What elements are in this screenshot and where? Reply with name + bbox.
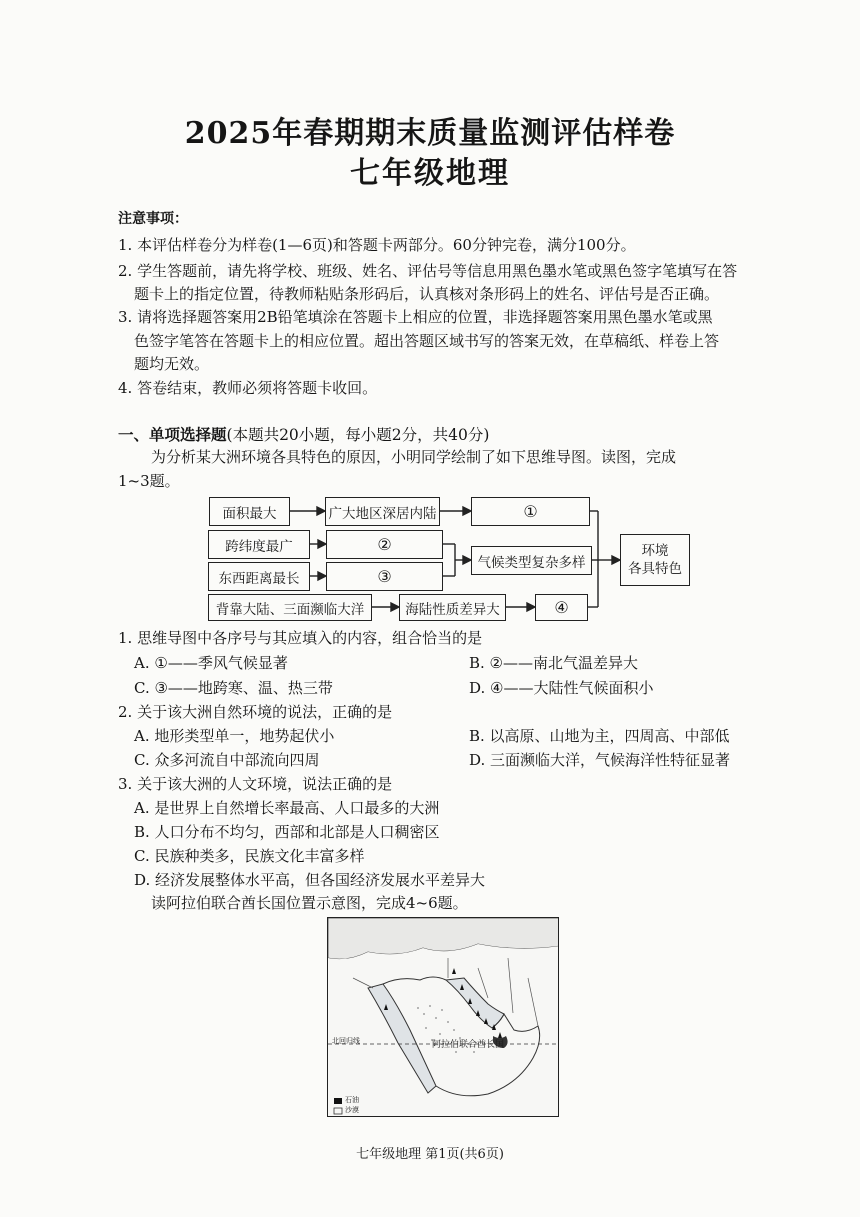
question-1-option-d: D. ④——大陆性气候面积小 [469,679,654,697]
question-3-option-d: D. 经济发展整体水平高，但各国经济发展水平差异大 [134,871,486,889]
question-3-option-b: B. 人口分布不均匀，西部和北部是人口稠密区 [134,823,440,841]
node-ocean: 背靠大陆、三面濒临大洋 [208,594,372,621]
uae-location-map [327,917,559,1117]
question-1-option-c: C. ③——地跨寒、温、热三带 [134,679,333,697]
section-heading-rest: (本题共20小题，每小题2分，共40分) [226,426,490,444]
section-heading-bold: 一、单项选择题 [118,425,227,444]
node-east-west: 东西距离最长 [208,562,310,591]
node-land-sea: 海陆性质差异大 [399,594,506,621]
node-blank-1: ① [471,497,590,526]
page-subtitle: 七年级地理 [350,156,510,191]
section-intro-line1: 为分析某大洲环境各具特色的原因，小明同学绘制了如下思维导图。读图，完成 [151,448,677,466]
map-tropic-label: 北回归线 [332,1037,360,1045]
question-3-stem: 3. 关于该大洲的人文环境，说法正确的是 [118,775,393,793]
question-2-stem: 2. 关于该大洲自然环境的说法，正确的是 [118,703,393,721]
section-intro-line2: 1~3题。 [118,472,180,490]
question-2-option-b: B. 以高原、山地为主，四周高、中部低 [469,727,730,745]
node-blank-2: ② [326,530,443,559]
map-legend-oil: 石油 [345,1096,359,1104]
page-footer: 七年级地理 第1页(共6页) [356,1147,504,1162]
node-inland: 广大地区深居内陆 [325,497,440,526]
map-legend-desert: 沙漠 [345,1106,359,1114]
node-climate: 气候类型复杂多样 [471,546,592,575]
page-title: 2025年春期期末质量监测评估样卷 [184,116,676,151]
note-line: 2. 学生答题前，请先将学校、班级、姓名、评估号等信息用黑色墨水笔或黑色签字笔填写在答 [118,262,738,280]
note-line: 3. 请将选择题答案用2B铅笔填涂在答题卡上相应的位置，非选择题答案用黑色墨水笔或黑 [118,308,713,326]
question-2-option-c: C. 众多河流自中部流向四周 [134,751,320,769]
question-2-option-d: D. 三面濒临大洋，气候海洋性特征显著 [469,751,731,769]
question-2-option-a: A. 地形类型单一，地势起伏小 [134,727,335,745]
question-3-option-c: C. 民族种类多，民族文化丰富多样 [134,847,365,865]
question-1-option-b: B. ②——南北气温差异大 [469,654,639,672]
notes-heading: 注意事项： [118,211,188,227]
note-line: 色签字笔答在答题卡上的相应位置。超出答题区域书写的答案无效，在草稿纸、样卷上答 [134,332,720,350]
note-line: 1. 本评估样卷分为样卷(1—6页)和答题卡两部分。60分钟完卷，满分100分。 [118,236,636,254]
note-line: 题均无效。 [134,355,210,373]
note-line: 4. 答卷结束，教师必须将答题卡收回。 [118,379,378,397]
node-area: 面积最大 [209,497,290,526]
map-intro: 读阿拉伯联合酋长国位置示意图，完成4~6题。 [151,894,468,912]
map-graphic [328,918,559,1117]
node-blank-3: ③ [326,562,443,591]
node-result: 环境 各具特色 [620,534,690,586]
question-1-stem: 1. 思维导图中各序号与其应填入的内容，组合恰当的是 [118,629,483,647]
node-blank-4: ④ [535,594,588,621]
map-country-label: 阿拉伯联合酋长国 [432,1040,505,1050]
note-line: 题卡上的指定位置，待教师粘贴条形码后，认真核对条形码上的姓名、评估号是否正确。 [134,285,720,303]
node-latitude: 跨纬度最广 [208,530,310,559]
question-1-option-a: A. ①——季风气候显著 [134,654,288,672]
question-3-option-a: A. 是世界上自然增长率最高、人口最多的大洲 [134,799,440,817]
